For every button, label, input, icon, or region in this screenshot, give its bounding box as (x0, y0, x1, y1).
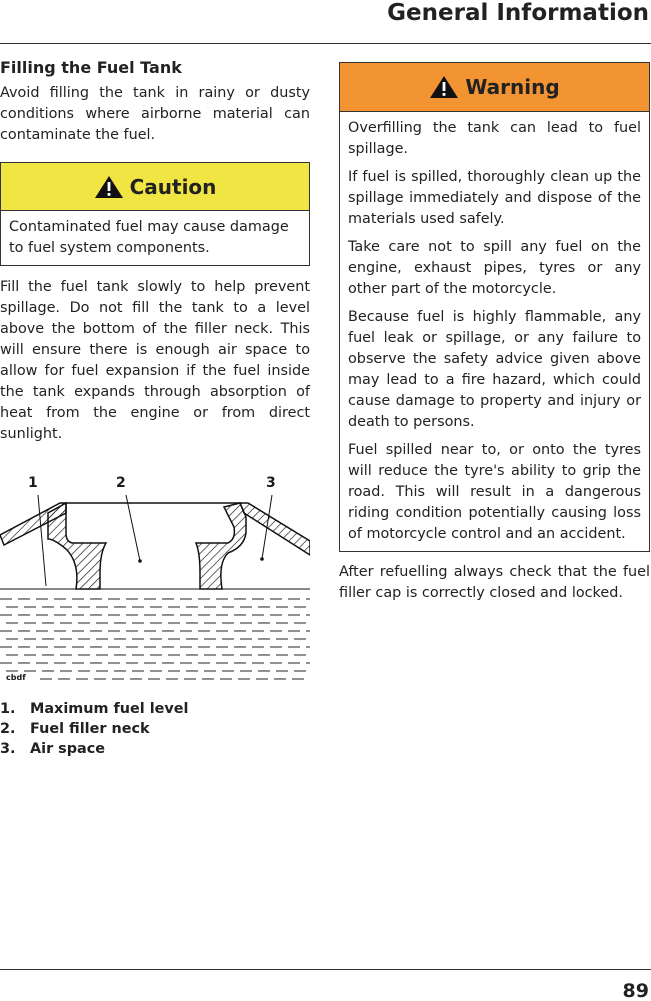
warning-paragraph: If fuel is spilled, thoroughly clean up the spillage immediately and dispose of the materials used safely. (348, 169, 641, 227)
warning-paragraph: Overfilling the tank can lead to fuel spillage. (348, 120, 641, 157)
fuel-tank-figure (0, 473, 310, 693)
caution-label: Caution (129, 174, 217, 199)
page-header-title: General Information (387, 0, 649, 26)
legend-item: 1. Maximum fuel level (0, 701, 189, 717)
figure-legend (0, 699, 310, 759)
caution-text: Contaminated fuel may cause damage to fuel system components. (9, 219, 289, 256)
warning-label: Warning (465, 75, 560, 99)
warning-paragraph: Take care not to spill any fuel on the engine, exhaust pipes, tyres or any other part of the motorcycle. (348, 239, 641, 297)
left-column (0, 58, 310, 759)
after-refuel-paragraph: After refuelling always check that the fuel filler cap is correctly closed and locked. (339, 564, 650, 601)
footer-divider (0, 969, 651, 970)
page-number: 89 (622, 980, 649, 1001)
warning-header (340, 63, 649, 112)
section-title: Filling the Fuel Tank (0, 58, 182, 77)
caution-box (0, 162, 310, 266)
warning-triangle-icon (429, 75, 459, 99)
warning-triangle-icon (94, 175, 124, 199)
body-paragraph: Fill the fuel tank slowly to help prevent spillage. Do not fill the tank to a level above the bottom of the filler neck. This will ensure there is enough air space to allow for fuel expansion if the fuel inside the tank expands through absorption of heat from the engine or from direct sunlight. (0, 279, 310, 442)
legend-item: 2. Fuel filler neck (0, 721, 150, 737)
fuel-tank-diagram (0, 473, 310, 693)
caution-header (1, 163, 309, 211)
callout-3: 3 (266, 475, 276, 491)
callout-1: 1 (28, 475, 38, 491)
right-column (339, 62, 650, 604)
header-divider (0, 43, 651, 44)
legend-item: 3. Air space (0, 741, 106, 757)
warning-paragraph: Because fuel is highly flammable, any fuel leak or spillage, or any failure to observe the safety advice given above may lead to a fire hazard, which could cause damage to property and injury or death to persons. (348, 309, 641, 430)
intro-paragraph: Avoid filling the tank in rainy or dusty conditions where airborne material can contaminate the fuel. (0, 85, 310, 143)
callout-2: 2 (116, 475, 126, 491)
warning-paragraph: Fuel spilled near to, or onto the tyres will reduce the tyre's ability to grip the road. This will result in a dangerous riding condition potentially causing loss of motorcycle control and an accident. (348, 442, 641, 542)
warning-box (339, 62, 650, 552)
figure-code: cbdf (6, 673, 26, 682)
